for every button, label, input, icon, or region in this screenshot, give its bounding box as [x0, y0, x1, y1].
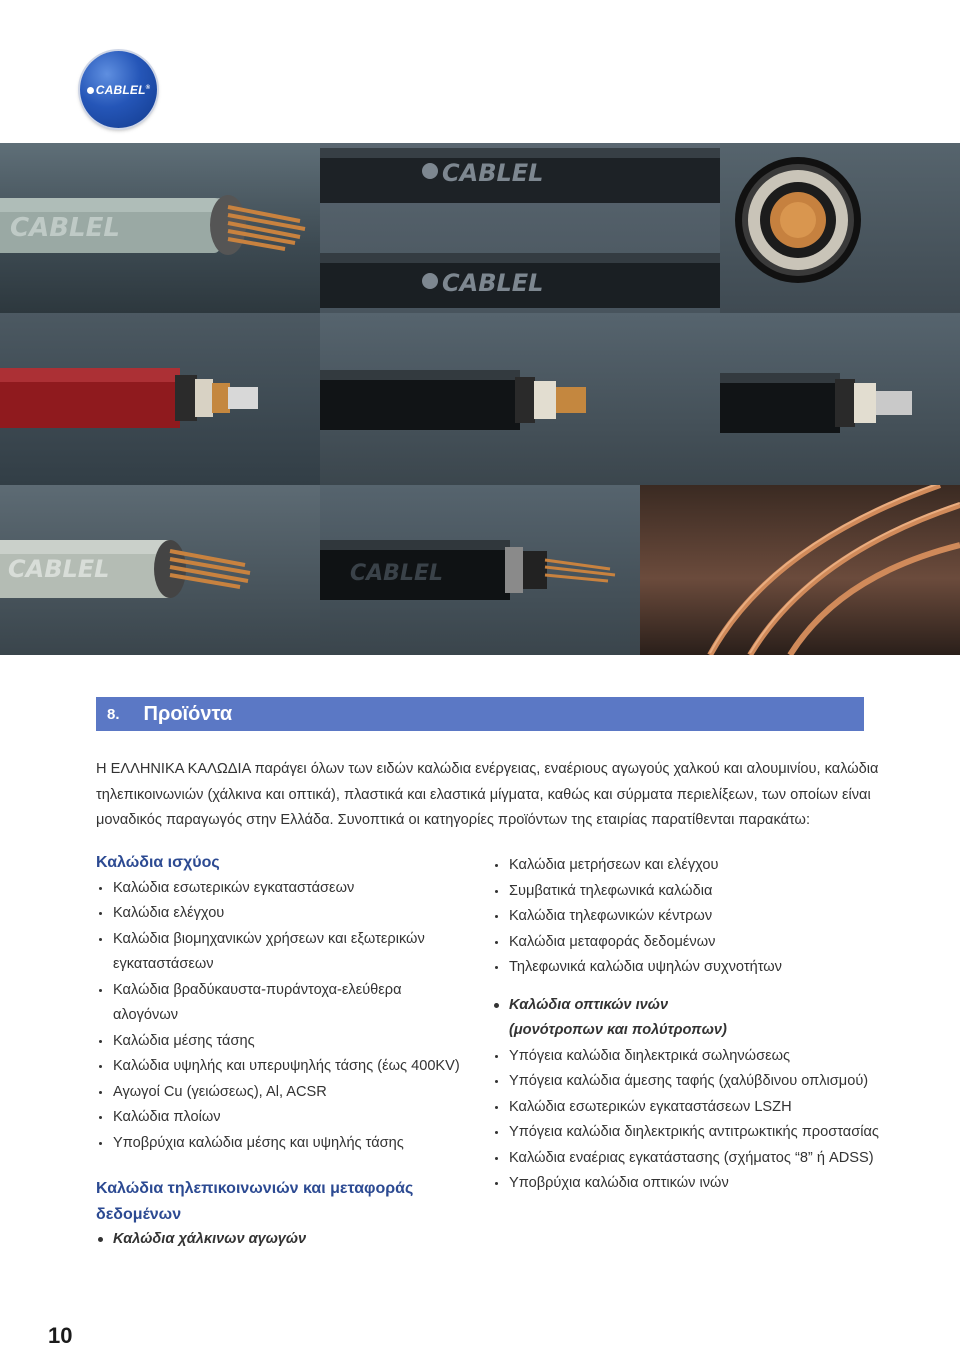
list-item: Καλώδια πλοίων — [96, 1105, 466, 1131]
power-cables-heading: Καλώδια ισχύος — [96, 854, 220, 871]
cable-photo-black-hv — [320, 313, 720, 485]
optical-cables-list — [492, 993, 882, 1197]
intro-text: Η ΕΛΛΗΝΙΚΑ ΚΑΛΩΔΙΑ παράγει όλων των ειδών καλώδια ενέργειας, εναέριους αγωγούς χαλκού και αλουμινίου, καλώδια τηλεπικοινωνιών (χάλκινα και οπτικά), πλαστικά και ελαστικά μίγματα, καθώς και σύρματα περιελίξεων, των οποίων είναι μοναδικός παραγωγός στην Ελλάδα. Συνοπτικά οι κατηγορίες προϊόντων της εταιρίας παρατίθενται παρακάτω: — [96, 761, 879, 828]
list-item: Καλώδια τηλεφωνικών κέντρων — [492, 904, 882, 930]
list-item: Αγωγοί Cu (γειώσεως), Al, ACSR — [96, 1080, 466, 1106]
page-number: 10 — [48, 1323, 73, 1348]
svg-text:CABLEL: CABLEL — [442, 159, 544, 187]
section-header — [96, 697, 864, 731]
cable-photo-cross-section — [720, 143, 960, 313]
copper-wires-photo — [640, 485, 960, 655]
cable-photo-grey-lv — [0, 485, 320, 655]
list-item: Υπόγεια καλώδια διηλεκτρικής αντιτρωκτικής προστασίας — [492, 1120, 882, 1146]
cable-photo-black-mv — [320, 485, 640, 655]
copper-cables-subheading: Καλώδια χάλκινων αγωγών — [96, 1227, 466, 1253]
left-column — [96, 850, 466, 1253]
list-item: Καλώδια ελέγχου — [96, 901, 466, 927]
svg-text:CABLEL: CABLEL — [8, 555, 110, 583]
list-item: Υποβρύχια καλώδια μέσης και υψηλής τάσης — [96, 1131, 466, 1157]
list-item: Καλώδια εσωτερικών εγκαταστάσεων — [96, 876, 466, 902]
copper-cables-list — [492, 853, 882, 981]
section-number: 8. — [107, 705, 120, 723]
list-item: Τηλεφωνικά καλώδια υψηλών συχνοτήτων — [492, 955, 882, 981]
list-item: Καλώδια εσωτερικών εγκαταστάσεων LSZH — [492, 1095, 882, 1121]
list-item: Καλώδια μεταφοράς δεδομένων — [492, 930, 882, 956]
list-item: Υπόγεια καλώδια διηλεκτρικά σωληνώσεως — [492, 1044, 882, 1070]
cable-photo-grey-multicore — [0, 143, 320, 313]
cable-photo-red-hv — [0, 313, 320, 485]
logo-wordmark: CABLEL® — [87, 83, 151, 97]
list-item: Καλώδια μέσης τάσης — [96, 1029, 466, 1055]
svg-text:CABLEL: CABLEL — [350, 561, 444, 586]
list-item: Υποβρύχια καλώδια οπτικών ινών — [492, 1171, 882, 1197]
svg-text:CABLEL: CABLEL — [10, 213, 120, 243]
list-item: Καλώδια υψηλής και υπερυψηλής τάσης (έως 400KV) — [96, 1054, 466, 1080]
telecom-cables-heading: Καλώδια τηλεπικοινωνιών και μεταφοράς δεδομένων — [96, 1180, 414, 1223]
list-item: Υπόγεια καλώδια άμεσης ταφής (χαλύβδινου οπλισμού) — [492, 1069, 882, 1095]
right-column — [492, 853, 882, 1197]
telecom-subheading-list — [96, 1227, 466, 1253]
cable-photo-black-ehv — [720, 313, 960, 485]
power-cables-list — [96, 876, 466, 1157]
cable-photo-black-branded — [320, 143, 720, 313]
svg-text:CABLEL: CABLEL — [442, 269, 544, 297]
list-item: Συμβατικά τηλεφωνικά καλώδια — [492, 879, 882, 905]
intro-paragraph — [96, 757, 886, 834]
cablel-logo — [80, 51, 157, 128]
list-item: Καλώδια μετρήσεων και ελέγχου — [492, 853, 882, 879]
optical-cables-subheading: Καλώδια οπτικών ινών (μονότροπων και πολύτροπων) — [492, 993, 882, 1044]
list-item: Καλώδια εναέριας εγκατάστασης (σχήματος “8” ή ADSS) — [492, 1146, 882, 1172]
list-item: Καλώδια βραδύκαυστα-πυράντοχα-ελεύθερα αλογόνων — [96, 978, 466, 1029]
section-title: Προϊόντα — [143, 702, 233, 725]
list-item: Καλώδια βιομηχανικών χρήσεων και εξωτερικών εγκαταστάσεων — [96, 927, 466, 978]
